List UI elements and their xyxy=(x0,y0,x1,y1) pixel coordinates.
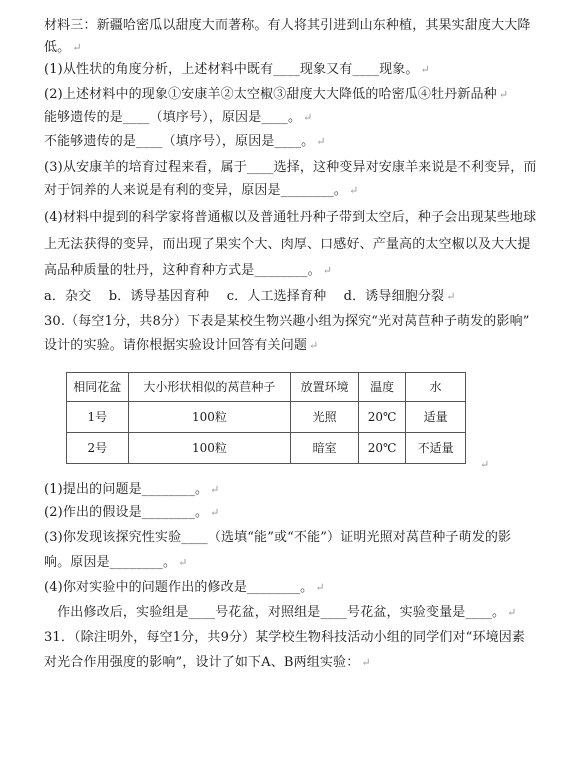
question-2-heritable: 能够遗传的是____（填序号），原因是____。 ↵ xyxy=(44,110,313,125)
material-three-text: 材料三：新疆哈密瓜以甜度大而著称。有人将其引进到山东种植，其果实甜度大大降 xyxy=(44,18,531,33)
table-cell: 光照 xyxy=(291,402,359,433)
table-header-cell: 大小形状相似的莴苣种子 xyxy=(128,373,291,402)
paragraph-mark: ↵ xyxy=(480,458,490,471)
question-4-text: (4)材料中提到的科学家将普通椒以及普通牡丹种子带到太空后，种子会出现某些地球 xyxy=(44,210,537,225)
question-31-header: 31．（除注明外，每空1分，共9分）某学校生物科技活动小组的同学们对“环境因素 xyxy=(44,630,526,645)
table-row xyxy=(67,433,466,464)
table-header-row xyxy=(67,373,466,402)
table-header-cell: 放置环境 xyxy=(291,373,359,402)
question-1-text: (1)从性状的角度分析，上述材料中既有____现象又有____现象。 ↵ xyxy=(44,62,430,77)
table-cell: 100粒 xyxy=(128,433,291,464)
question-3-text: (3)从安康羊的培育过程来看，属于____选择，这种变异对安康羊来说是不利变异，而 xyxy=(44,160,537,175)
question-4-options: a．杂交 b．诱导基因育种 c．人工选择育种 d．诱导细胞分裂 ↵ xyxy=(44,289,456,304)
q30-item-4: (4)你对实验中的问题作出的修改是________。 ↵ xyxy=(44,580,325,595)
table-header-cell: 温度 xyxy=(358,373,405,402)
table-cell: 2号 xyxy=(67,433,129,464)
question-3-text-cont: 对于饲养的人来说是有利的变异，原因是________。 ↵ xyxy=(44,183,359,198)
table-header-cell: 相同花盆 xyxy=(67,373,129,402)
table-cell: 暗室 xyxy=(291,433,359,464)
q30-item-3: (3)你发现该探究性实验____（选填“能”或“不能”）证明光照对莴苣种子萌发的影 xyxy=(44,530,512,545)
material-three-text-cont: 低。 ↵ xyxy=(44,40,82,55)
table-cell: 20℃ xyxy=(358,402,405,433)
table-cell: 不适量 xyxy=(406,433,466,464)
question-30-header-cont: 设计的实验。请你根据实验设计回答有关问题 ↵ xyxy=(44,338,319,353)
table-header-cell: 水 xyxy=(406,373,466,402)
question-30-header: 30.（每空1分，共8分）下表是某校生物兴趣小组为探究“光对莴苣种子萌发的影响” xyxy=(44,314,530,329)
question-31-header-cont: 对光合作用强度的影响”，设计了如下A、B两组实验： ↵ xyxy=(44,655,371,670)
question-4-text-cont: 上无法获得的变异，而出现了果实个大、肉厚、口感好、产量高的太空椒以及大大提 xyxy=(44,237,531,252)
q30-item-1: (1)提出的问题是________。 ↵ xyxy=(44,482,220,497)
q30-modification: 作出修改后，实验组是____号花盆，对照组是____号花盆，实验变量是____。 ↵ xyxy=(44,605,517,620)
q30-item-3-cont: 响。原因是________。 ↵ xyxy=(44,555,188,570)
table-cell: 20℃ xyxy=(358,433,405,464)
question-4-text-end: 高品种质量的牡丹，这种育种方式是________。 ↵ xyxy=(44,263,333,278)
question-2-text: (2)上述材料中的现象①安康羊②太空椒③甜度大大降低的哈密瓜④牡丹新品种 ↵ xyxy=(44,87,509,102)
q30-item-2: (2)作出的假设是________。 ↵ xyxy=(44,505,220,520)
table-cell: 100粒 xyxy=(128,402,291,433)
table-cell: 适量 xyxy=(406,402,466,433)
question-2-non-heritable: 不能够遗传的是____（填序号），原因是____。 ↵ xyxy=(44,134,326,149)
table-row xyxy=(67,402,466,433)
table-cell: 1号 xyxy=(67,402,129,433)
experiment-table xyxy=(66,372,466,462)
